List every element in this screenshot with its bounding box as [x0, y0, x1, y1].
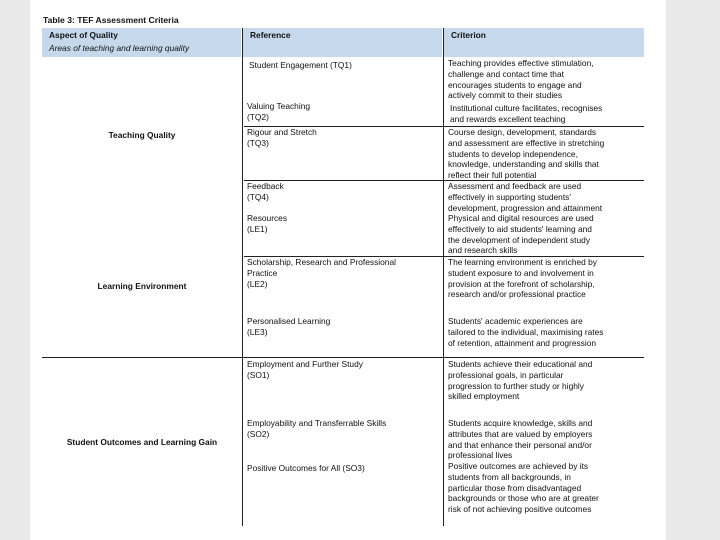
header-aspect: Aspect of Quality: [49, 30, 118, 40]
column-divider: [242, 28, 243, 526]
criterion-cell: Institutional culture facilitates, recognises and rewards excellent teaching: [450, 103, 603, 124]
header-aspect-cell: [42, 28, 241, 57]
criterion-cell: Course design, development, standards and assessment are effective in stretching students to develop independence, knowledge, understanding and skills that reflect their full potential: [448, 127, 605, 181]
section-divider: [42, 357, 644, 358]
reference-cell: Employability and Transferrable Skills (SO2): [247, 418, 387, 439]
criterion-cell: Physical and digital resources are used effectively to aid students' learning and the development of independent study and research skills: [448, 213, 594, 256]
reference-cell: Resources (LE1): [247, 213, 288, 234]
header-reference-cell: [243, 28, 442, 57]
header-criterion: Criterion: [451, 30, 486, 40]
header-criterion-cell: [444, 28, 644, 57]
criterion-cell: Teaching provides effective stimulation, challenge and contact time that encourages students to engage and actively commit to their studies: [448, 58, 594, 101]
criterion-cell: Students achieve their educational and professional goals, in particular progression to further study or highly skilled employment: [448, 359, 593, 402]
reference-cell: Student Engagement (TQ1): [249, 60, 352, 70]
aspect-student-outcomes: Student Outcomes and Learning Gain: [66, 437, 218, 447]
criterion-cell: Students acquire knowledge, skills and attributes that are valued by employers and that enhance their personal and/or professional lives: [448, 418, 593, 461]
reference-cell: Positive Outcomes for All (SO3): [247, 463, 365, 473]
aspect-teaching-quality: Teaching Quality: [108, 130, 176, 140]
reference-cell: Valuing Teaching (TQ2): [247, 101, 311, 122]
criterion-cell: Students' academic experiences are tailored to the individual, maximising rates of retention, attainment and progression: [448, 316, 604, 348]
header-aspect-subtitle: Areas of teaching and learning quality: [49, 43, 190, 53]
reference-cell: Feedback (TQ4): [247, 181, 284, 202]
reference-cell: Scholarship, Research and Professional Practice (LE2): [247, 257, 396, 289]
reference-cell: Rigour and Stretch (TQ3): [247, 127, 317, 148]
criterion-cell: The learning environment is enriched by student exposure to and involvement in provision at the forefront of scholarship, research and/or professional practice: [448, 257, 597, 300]
aspect-learning-environment: Learning Environment: [97, 281, 187, 291]
table-title: Table 3: TEF Assessment Criteria: [43, 15, 179, 25]
column-divider: [443, 28, 444, 526]
criterion-cell: Assessment and feedback are used effectively in supporting students' development, progression and attainment: [448, 181, 603, 213]
criterion-cell: Positive outcomes are achieved by its students from all backgrounds, in particular those from disadvantaged backgrounds or those who are at greater risk of not achieving positive outcomes: [448, 461, 599, 515]
reference-cell: Personalised Learning (LE3): [247, 316, 331, 337]
header-reference: Reference: [250, 30, 291, 40]
document-page: [30, 0, 666, 540]
reference-cell: Employment and Further Study (SO1): [247, 359, 363, 380]
